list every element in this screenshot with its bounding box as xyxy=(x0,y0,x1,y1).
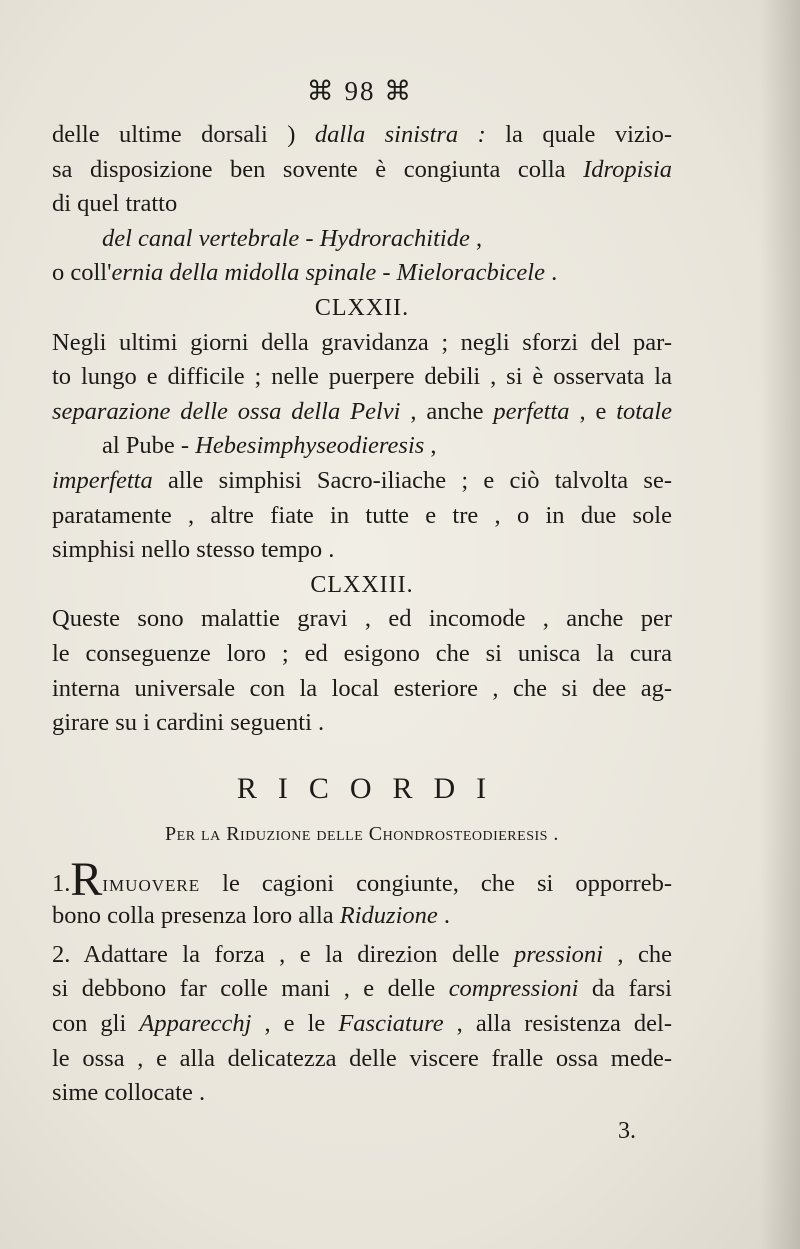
roman-text: le ossa , e alla delicatezza delle viscere fralle ossa mede- xyxy=(52,1044,672,1072)
text-line xyxy=(52,1042,672,1077)
roman-text: Negli ultimi giorni della gravidanza ; negli sforzi del par- xyxy=(52,328,672,356)
paragraph-spina-bifida xyxy=(52,118,672,291)
body-text xyxy=(52,118,672,1111)
italic-text: Idropisia xyxy=(583,155,672,183)
roman-text: sa disposizione ben sovente è congiunta colla xyxy=(52,155,584,183)
paragraph-treatment xyxy=(52,602,672,740)
text-line xyxy=(52,360,672,395)
italic-text: separazione delle ossa della Pelvi xyxy=(52,397,401,425)
roman-text: di quel tratto xyxy=(52,190,178,218)
text-line xyxy=(52,938,672,973)
italic-text: Hebesimphyseodieresis xyxy=(195,432,425,460)
italic-text: totale xyxy=(616,397,673,425)
text-line xyxy=(52,1076,672,1111)
roman-text: la quale vizio- xyxy=(485,121,672,148)
text-line xyxy=(52,499,672,534)
italic-text: perfetta xyxy=(493,397,570,425)
roman-text: alle simphisi Sacro-iliache ; e ciò talvolta se- xyxy=(152,466,672,494)
italic-text: imperfetta xyxy=(52,466,153,494)
roman-text: , e le xyxy=(251,1010,339,1038)
text-line xyxy=(52,395,672,430)
item-1-line-1-text: le cagioni congiunte, che si opporreb- xyxy=(200,869,672,897)
ricordi-subtitle: Per la Riduzione delle Chondrosteodieresis . xyxy=(165,822,559,845)
text-line xyxy=(52,153,672,188)
italic-text: Fasciature xyxy=(338,1010,444,1038)
section-heading-clxxii: CLXXII. xyxy=(314,294,410,321)
ricordi-title: RICORDI xyxy=(236,771,508,805)
text-line xyxy=(52,1007,672,1042)
roman-text: girare su i cardini seguenti . xyxy=(52,709,325,737)
italic-text: Apparecchj xyxy=(139,1010,252,1038)
roman-text: to lungo e difficile ; nelle puerpere debili , si è osservata la xyxy=(52,363,672,391)
text-line xyxy=(52,187,672,222)
item-1-lead-word: imuovere xyxy=(102,869,201,897)
paragraph-pelvis-separation xyxy=(52,326,672,568)
roman-text: . xyxy=(544,259,558,287)
paragraph-item-2 xyxy=(52,938,672,1111)
item-1-line-2-text: bono colla presenza loro alla xyxy=(52,902,340,930)
italic-text: pressioni xyxy=(514,940,603,968)
roman-text: sime collocate . xyxy=(52,1079,206,1107)
italic-text: del canal vertebrale - Hydrorachitide xyxy=(102,224,470,252)
roman-text: con gli xyxy=(52,1010,140,1038)
roman-text: o coll' xyxy=(52,259,112,287)
text-line xyxy=(52,972,672,1007)
signature-mark: 3. xyxy=(618,1118,636,1144)
text-line xyxy=(52,672,672,707)
roman-text: al Pube - xyxy=(102,432,196,460)
text-line xyxy=(52,326,672,361)
italic-text: compressioni xyxy=(448,975,579,1003)
drop-cap: R xyxy=(70,852,103,906)
roman-text: le conseguenze loro ; ed esigono che si unisca la cura xyxy=(52,639,672,667)
section-heading-clxxiii: CLXXIII. xyxy=(310,571,414,598)
roman-text: , e xyxy=(569,397,617,425)
roman-text: , xyxy=(424,432,437,460)
roman-text: , xyxy=(469,224,483,252)
item-1-line-1 xyxy=(52,852,672,906)
roman-text: delle ultime dorsali ) xyxy=(52,121,315,148)
roman-text: simphisi nello stesso tempo . xyxy=(52,536,335,564)
roman-text: paratamente , altre fiate in tutte e tre , o in due sole xyxy=(52,501,672,529)
item-1-line-2-end: . xyxy=(437,902,451,930)
roman-text: da farsi xyxy=(578,975,672,1003)
text-line xyxy=(52,429,672,464)
italic-text: ernia della midolla spinale - Mieloracbicele xyxy=(111,259,545,287)
text-line xyxy=(52,637,672,672)
roman-text: , alla resistenza del- xyxy=(443,1010,673,1038)
text-line xyxy=(52,464,672,499)
roman-text: 2. Adattare la forza , e la direzion delle xyxy=(52,940,515,968)
text-line xyxy=(52,256,672,291)
item-1-number: 1. xyxy=(52,869,71,897)
roman-text: interna universale con la local esteriore , che si dee ag- xyxy=(52,674,672,702)
text-line xyxy=(52,533,672,568)
italic-text: dalla sinistra : xyxy=(314,121,486,148)
roman-text: si debbono far colle mani , e delle xyxy=(52,975,449,1003)
text-line xyxy=(52,602,672,637)
text-line xyxy=(52,706,672,741)
roman-text: , che xyxy=(602,940,672,968)
page-number-header: ⌘ 98 ⌘ xyxy=(306,76,414,106)
text-line xyxy=(52,222,672,257)
text-line xyxy=(52,118,672,153)
roman-text: Queste sono malattie gravi , ed incomode , anche per xyxy=(52,605,672,633)
roman-text: , anche xyxy=(400,397,494,425)
item-1-line-2 xyxy=(52,899,672,934)
item-1-italic: Riduzione xyxy=(339,902,438,930)
